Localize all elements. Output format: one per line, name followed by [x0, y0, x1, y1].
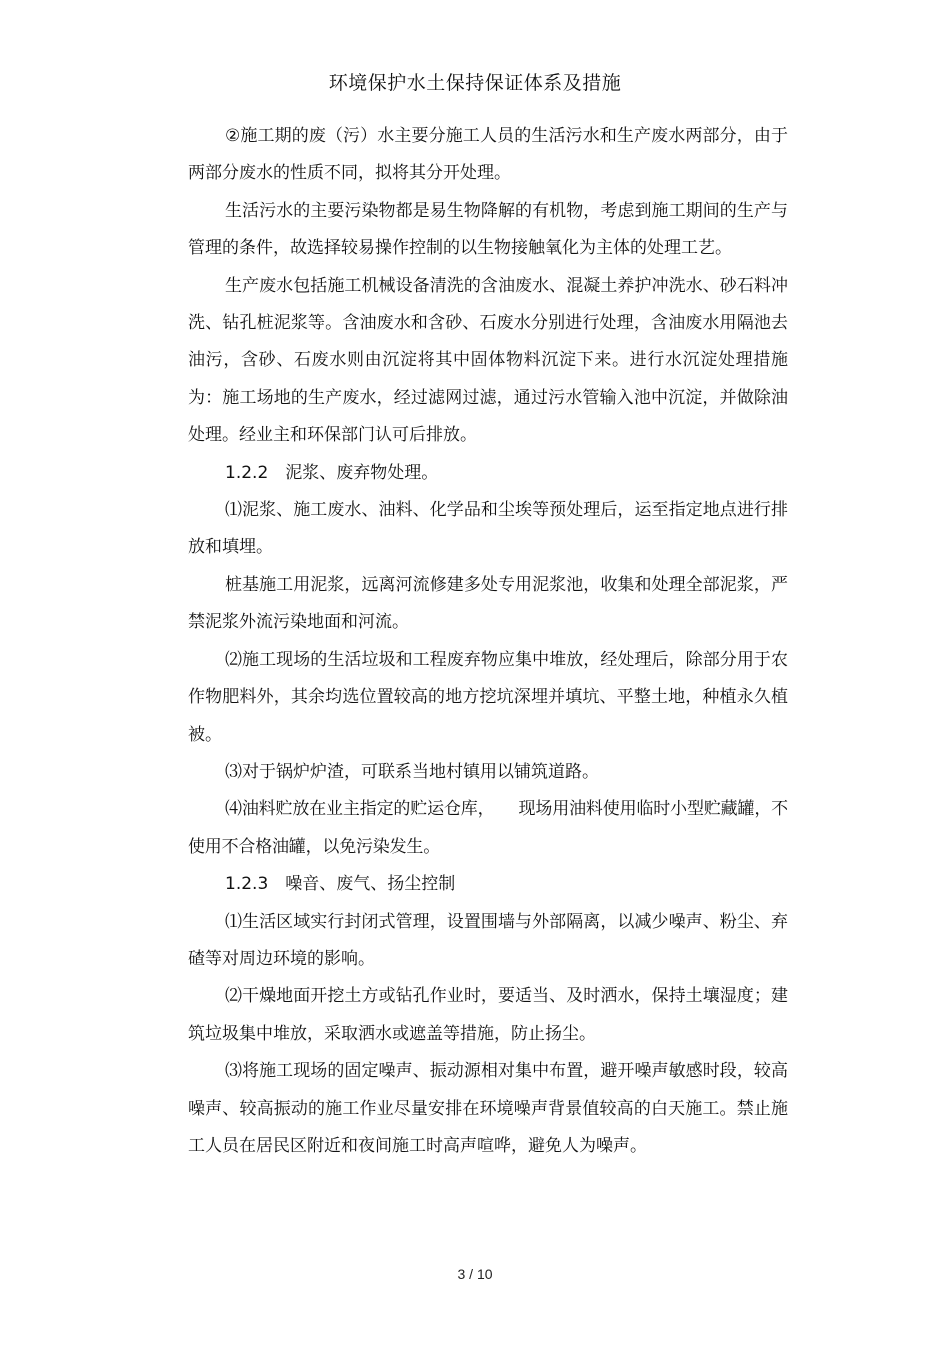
- paragraph-dust-control: ⑵干燥地面开挖土方或钻孔作业时，要适当、及时洒水，保持土壤湿度；建筑垃圾集中堆放，采取洒水或遮盖等措施，防止扬尘。: [188, 986, 788, 1044]
- page-number: 3 / 10: [457, 1266, 493, 1282]
- paragraph-wastewater-intro: ②施工期的废（污）水主要分施工人员的生活污水和生产废水两部分，由于两部分废水的性质不同，拟将其分开处理。: [188, 126, 788, 184]
- document-body: [188, 118, 788, 1165]
- paragraph-oil-storage-part2: 现场用油料使用临时小型贮藏罐，不使用不合格油罐，以免污染发生。: [188, 799, 788, 857]
- section-heading-1-2-3: 1.2.3 噪音、废气、扬尘控制: [225, 874, 456, 895]
- paragraph-pile-slurry: 桩基施工用泥浆，远离河流修建多处专用泥浆池，收集和处理全部泥浆，严禁泥浆外流污染地面和河流。: [188, 574, 788, 633]
- paragraph-slurry-treatment: ⑴泥浆、施工废水、油料、化学品和尘埃等预处理后，运至指定地点进行排放和填埋。: [188, 500, 788, 558]
- paragraph-production-wastewater: 生产废水包括施工机械设备清洗的含油废水、混凝土养护冲洗水、砂石料冲洗、钻孔桩泥浆等。含油废水和含砂、石废水分别进行处理，含油废水用隔池去油污，含砂、石废水则由沉淀将其中固体物料沉淀下来。进行水沉淀处理措施为：施工场地的生产废水，经过滤网过滤，通过污水管输入池中沉淀，并做除油处理。经业主和环保部门认可后排放。: [188, 275, 788, 446]
- paragraph-oil-storage: [188, 791, 788, 866]
- paragraph-noise-control: ⑶将施工现场的固定噪声、振动源相对集中布置，避开噪声敏感时段，较高噪声、较高振动的施工作业尽量安排在环境噪声背景值较高的白天施工。禁止施工人员在居民区附近和夜间施工时高声喧哗，避免人为噪声。: [188, 1061, 788, 1156]
- paragraph-boiler-slag: ⑶对于锅炉炉渣，可联系当地村镇用以铺筑道路。: [225, 761, 599, 782]
- paragraph-garbage-disposal: ⑵施工现场的生活垃圾和工程废弃物应集中堆放，经处理后，除部分用于农作物肥料外，其余均选位置较高的地方挖坑深埋并填坑、平整土地，种植永久植被。: [188, 649, 788, 745]
- page-title: 环境保护水土保持保证体系及措施: [328, 72, 622, 94]
- paragraph-enclosed-management: ⑴生活区域实行封闭式管理，设置围墙与外部隔离，以减少噪声、粉尘、弃碴等对周边环境的影响。: [188, 911, 788, 969]
- section-heading-1-2-2: 1.2.2 泥浆、废弃物处理。: [225, 462, 439, 483]
- paragraph-domestic-sewage: 生活污水的主要污染物都是易生物降解的有机物，考虑到施工期间的生产与管理的条件，故选择较易操作控制的以生物接触氧化为主体的处理工艺。: [188, 200, 788, 259]
- paragraph-oil-storage-part1: ⑷油料贮放在业主指定的贮运仓库，: [225, 799, 495, 820]
